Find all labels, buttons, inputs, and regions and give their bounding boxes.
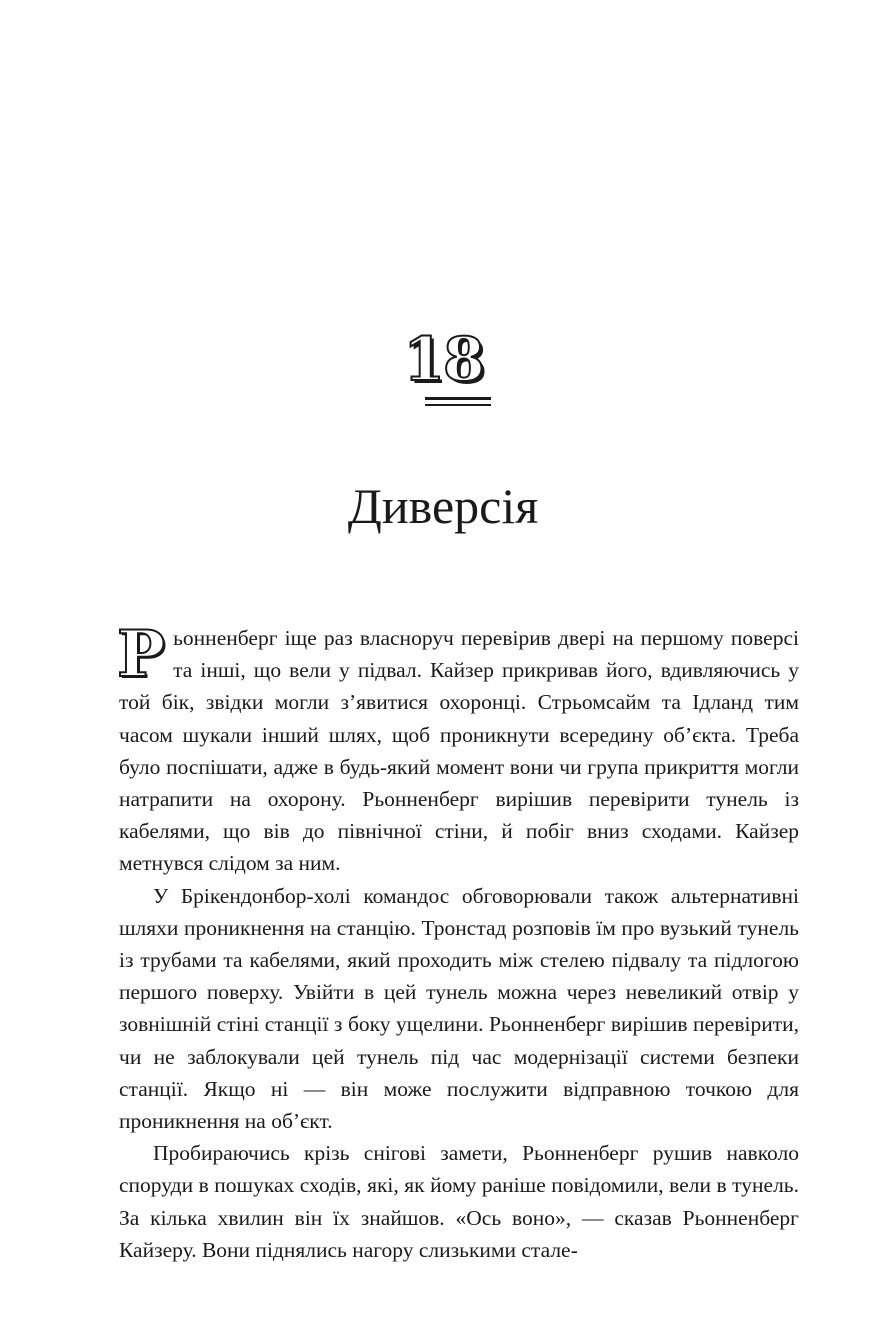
chapter-number: 18 [403,325,483,395]
chapter-body [117,617,799,1266]
chapter-title: Диверсія [347,477,539,534]
chapter-rule-bottom [425,404,491,406]
paragraph-1 [117,617,799,880]
paragraph-3: Пробираючись крізь снігові замети, Рьонненберг рушив навколо споруди в пошуках сходів, які, як йому раніше повідомили, вели в тунель. За кілька хвилин він їх знайшов. «Ось воно», — сказав Рьонненберг Кайзеру. Вони піднялись нагору слизькими стале- [119,1141,799,1262]
drop-cap: Р [117,617,166,692]
chapter-rule-top [425,397,491,400]
paragraph-2: У Брікендонбор-холі командос обговорювали також альтернативні шляхи проникнення на станцію. Тронстад розповів їм про вузький тунель із трубами та кабелями, який проходить між стелею підвалу та підлогою першого поверху. Увійти в цей тунель можна через невеликий отвір у зовнішній стіні станції з боку ущелини. Рьонненберг вирішив перевірити, чи не заблокували цей тунель під час модернізації системи безпеки станції. Якщо ні — він може послужити відправною точкою для проникнення на об’єкт. [119,883,799,1134]
paragraph-1-text: ьонненберг іще раз власноруч перевірив двері на першому поверсі та інші, що вели у підвал. Кайзер прикривав його, вдивляючись у той бік, звідки могли з’явитися охоронці. Стрьомсайм та Ідланд тим часом шукали інший шлях, щоб проникнути всередину об’єкта. Треба було поспішати, адже в будь-який момент вони чи група прикриття могли натрапити на охорону. Рьонненберг вирішив перевірити тунель із кабелями, що вів до північної стіни, й побіг вниз сходами. Кайзер метнувся слідом за ним. [119,626,799,876]
